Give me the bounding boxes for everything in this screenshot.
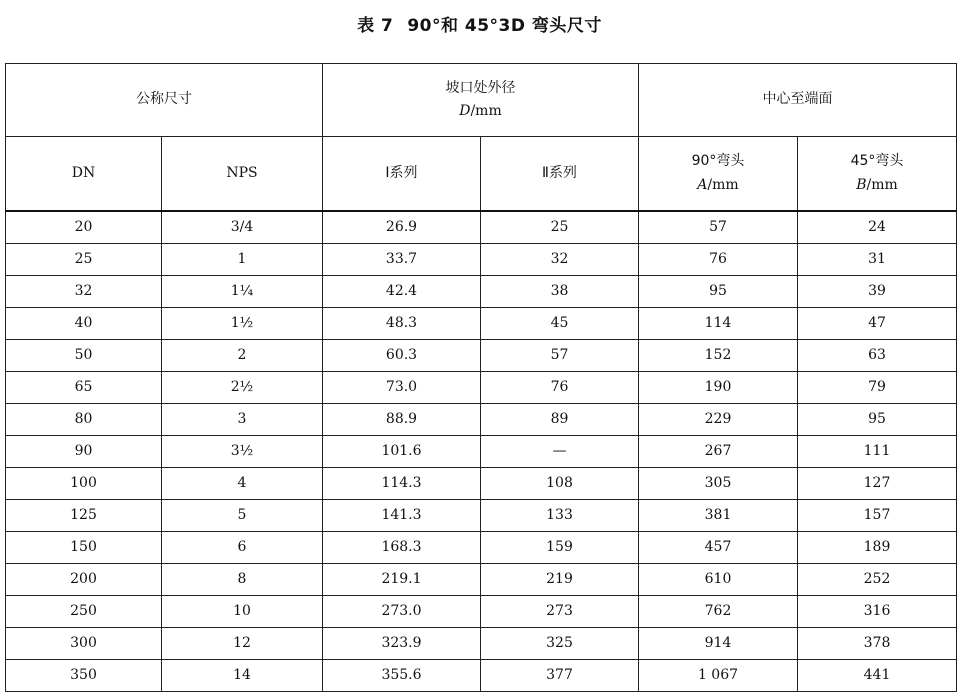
series-1-cell: 42.4 — [323, 276, 481, 308]
dn-cell: 125 — [6, 500, 162, 532]
elbow-45-cell: 252 — [798, 564, 957, 596]
nps-cell: 5 — [162, 500, 323, 532]
elbow-45-cell: 31 — [798, 244, 957, 276]
elbow-45-cell: 95 — [798, 404, 957, 436]
elbow-dimension-table — [5, 63, 957, 692]
series-1-cell: 273.0 — [323, 596, 481, 628]
series-1-cell: 26.9 — [323, 211, 481, 244]
dn-cell: 250 — [6, 596, 162, 628]
elbow-90-cell: 762 — [639, 596, 798, 628]
table-row — [6, 340, 957, 372]
table-row — [6, 500, 957, 532]
elbow-45-cell: 316 — [798, 596, 957, 628]
dn-cell: 350 — [6, 660, 162, 692]
table-row — [6, 596, 957, 628]
table-row — [6, 244, 957, 276]
dn-cell: 80 — [6, 404, 162, 436]
elbow-90-cell: 76 — [639, 244, 798, 276]
elbow-90-cell: 95 — [639, 276, 798, 308]
table-row — [6, 660, 957, 692]
series-2-cell: 32 — [481, 244, 639, 276]
table-row — [6, 372, 957, 404]
nps-cell: 1½ — [162, 308, 323, 340]
header-row-1 — [6, 64, 957, 137]
header-nominal-size: 公称尺寸 — [6, 64, 323, 137]
elbow-45-cell: 441 — [798, 660, 957, 692]
series-2-cell: 377 — [481, 660, 639, 692]
dn-cell: 300 — [6, 628, 162, 660]
dn-cell: 50 — [6, 340, 162, 372]
elbow-45-cell: 63 — [798, 340, 957, 372]
series-1-cell: 168.3 — [323, 532, 481, 564]
nps-cell: 4 — [162, 468, 323, 500]
series-1-cell: 114.3 — [323, 468, 481, 500]
series-2-cell: 325 — [481, 628, 639, 660]
series-2-cell: 25 — [481, 211, 639, 244]
dn-cell: 65 — [6, 372, 162, 404]
dn-cell: 20 — [6, 211, 162, 244]
series-1-cell: 33.7 — [323, 244, 481, 276]
dn-cell: 90 — [6, 436, 162, 468]
series-2-cell: — — [481, 436, 639, 468]
series-1-cell: 219.1 — [323, 564, 481, 596]
series-2-cell: 38 — [481, 276, 639, 308]
nps-cell: 6 — [162, 532, 323, 564]
nps-cell: 3/4 — [162, 211, 323, 244]
table-row — [6, 628, 957, 660]
elbow-45-cell: 189 — [798, 532, 957, 564]
elbow-90-cell: 57 — [639, 211, 798, 244]
series-1-cell: 141.3 — [323, 500, 481, 532]
series-1-cell: 101.6 — [323, 436, 481, 468]
table-row — [6, 276, 957, 308]
table-row — [6, 564, 957, 596]
nps-cell: 8 — [162, 564, 323, 596]
table-row — [6, 532, 957, 564]
header-dn: DN — [6, 137, 162, 212]
elbow-90-cell: 1 067 — [639, 660, 798, 692]
header-elbow-90: 90°弯头 A/mm — [639, 137, 798, 212]
nps-cell: 1¼ — [162, 276, 323, 308]
series-2-cell: 133 — [481, 500, 639, 532]
nps-cell: 2½ — [162, 372, 323, 404]
dn-cell: 25 — [6, 244, 162, 276]
header-outside-diameter — [323, 64, 639, 137]
dn-cell: 40 — [6, 308, 162, 340]
elbow-90-cell: 381 — [639, 500, 798, 532]
elbow-45-cell: 24 — [798, 211, 957, 244]
outside-diameter-label: 坡口处外径 — [445, 79, 516, 96]
dn-cell: 150 — [6, 532, 162, 564]
table-caption: 90°和 45°3D 弯头尺寸 — [407, 16, 602, 36]
elbow-45-cell: 111 — [798, 436, 957, 468]
header-elbow-45: 45°弯头 B/mm — [798, 137, 957, 212]
series-1-cell: 60.3 — [323, 340, 481, 372]
series-2-cell: 219 — [481, 564, 639, 596]
elbow-90-cell: 305 — [639, 468, 798, 500]
elbow-90-cell: 229 — [639, 404, 798, 436]
elbow-90-cell: 457 — [639, 532, 798, 564]
header-series-2: Ⅱ系列 — [481, 137, 639, 212]
table-row — [6, 436, 957, 468]
series-2-cell: 45 — [481, 308, 639, 340]
elbow-45-cell: 47 — [798, 308, 957, 340]
table-row — [6, 468, 957, 500]
table-title — [0, 11, 959, 36]
nps-cell: 2 — [162, 340, 323, 372]
nps-cell: 10 — [162, 596, 323, 628]
series-2-cell: 108 — [481, 468, 639, 500]
elbow-90-cell: 190 — [639, 372, 798, 404]
elbow-90-cell: 152 — [639, 340, 798, 372]
table-row — [6, 404, 957, 436]
dn-cell: 32 — [6, 276, 162, 308]
series-2-cell: 76 — [481, 372, 639, 404]
elbow-90-cell: 267 — [639, 436, 798, 468]
header-series-1: Ⅰ系列 — [323, 137, 481, 212]
series-1-cell: 88.9 — [323, 404, 481, 436]
nps-cell: 3½ — [162, 436, 323, 468]
table-row — [6, 211, 957, 244]
nps-cell: 14 — [162, 660, 323, 692]
elbow-90-cell: 610 — [639, 564, 798, 596]
series-2-cell: 57 — [481, 340, 639, 372]
series-2-cell: 159 — [481, 532, 639, 564]
header-center-to-end: 中心至端面 — [639, 64, 957, 137]
series-1-cell: 73.0 — [323, 372, 481, 404]
elbow-90-cell: 914 — [639, 628, 798, 660]
table-number: 表 7 — [357, 16, 394, 36]
series-1-cell: 48.3 — [323, 308, 481, 340]
header-row-2 — [6, 137, 957, 212]
series-2-cell: 273 — [481, 596, 639, 628]
nps-cell: 1 — [162, 244, 323, 276]
elbow-45-cell: 157 — [798, 500, 957, 532]
nps-cell: 12 — [162, 628, 323, 660]
header-nps: NPS — [162, 137, 323, 212]
table-row — [6, 308, 957, 340]
dn-cell: 200 — [6, 564, 162, 596]
elbow-45-cell: 127 — [798, 468, 957, 500]
outside-diameter-unit: D/mm — [459, 103, 502, 119]
elbow-45-cell: 79 — [798, 372, 957, 404]
series-1-cell: 355.6 — [323, 660, 481, 692]
series-1-cell: 323.9 — [323, 628, 481, 660]
series-2-cell: 89 — [481, 404, 639, 436]
elbow-45-cell: 378 — [798, 628, 957, 660]
elbow-45-cell: 39 — [798, 276, 957, 308]
dn-cell: 100 — [6, 468, 162, 500]
elbow-90-cell: 114 — [639, 308, 798, 340]
nps-cell: 3 — [162, 404, 323, 436]
